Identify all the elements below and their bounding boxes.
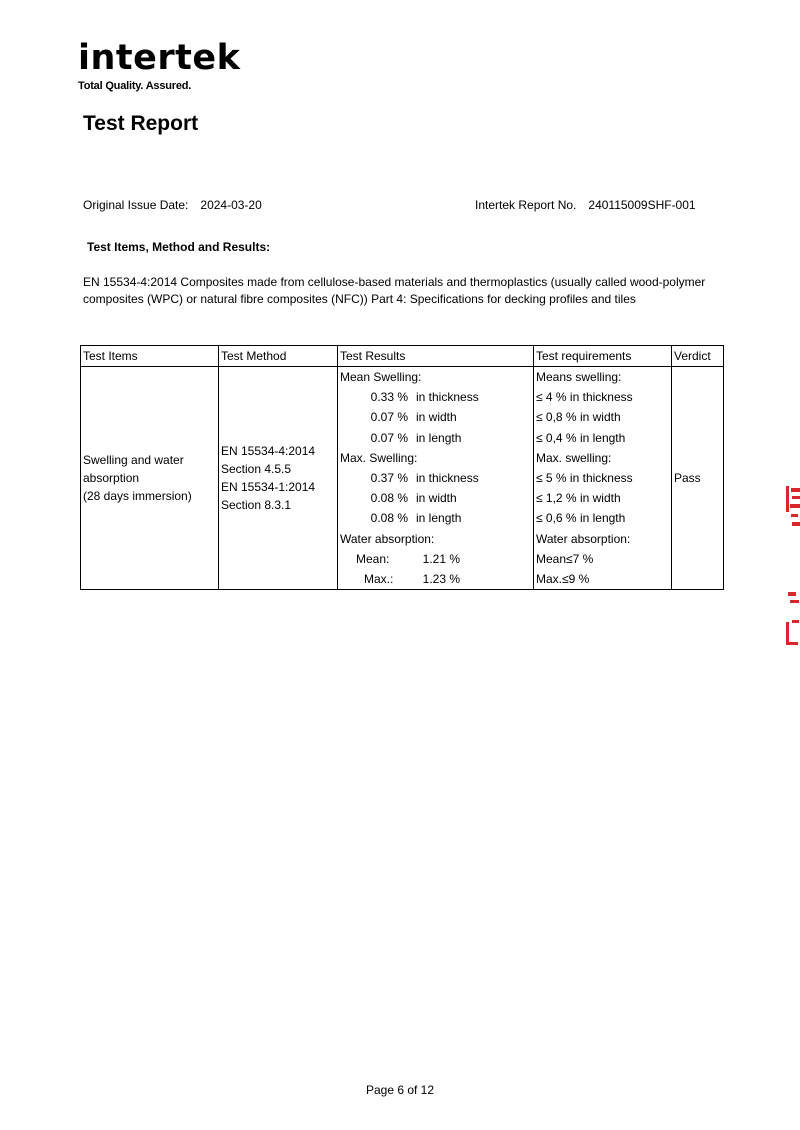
result-value: 0.08 %	[370, 511, 408, 526]
water-value: 1.21 %	[422, 551, 460, 566]
result-value: 0.37 %	[370, 470, 408, 485]
requirement-line: Mean≤7 %	[536, 551, 594, 566]
water-line	[340, 569, 531, 589]
water-value: 1.23 %	[422, 571, 460, 586]
test-item-line: (28 days immersion)	[83, 489, 192, 504]
report-number	[475, 198, 696, 212]
result-line	[340, 508, 531, 528]
report-number-value: 240115009SHF-001	[588, 198, 696, 212]
page-title: Test Report	[83, 112, 199, 135]
requirement-line: ≤ 5 % in thickness	[536, 470, 633, 485]
result-value: 0.33 %	[370, 390, 408, 405]
header-test-items: Test Items	[81, 346, 219, 367]
result-value: 0.07 %	[370, 430, 408, 445]
intertek-logo	[78, 38, 240, 92]
max-swelling-heading: Max. Swelling:	[340, 450, 418, 465]
result-line	[340, 488, 531, 508]
result-line	[340, 468, 531, 488]
result-label: in thickness	[416, 390, 479, 405]
result-label: in width	[416, 410, 457, 425]
water-line	[340, 549, 531, 569]
result-line	[340, 428, 531, 448]
header-test-method: Test Method	[219, 346, 338, 367]
method-line: Section 4.5.5	[221, 462, 292, 477]
test-method-cell	[219, 367, 338, 590]
header-test-requirements: Test requirements	[534, 346, 672, 367]
logo-tagline: Total Quality. Assured.	[78, 80, 192, 92]
requirement-line: ≤ 0,8 % in width	[536, 410, 621, 425]
page-number: Page 6 of 12	[365, 1083, 435, 1097]
test-item-cell	[81, 367, 219, 590]
result-label: in width	[416, 491, 457, 506]
table-header-row	[81, 346, 724, 367]
requirement-line: Max. swelling:	[536, 450, 612, 465]
result-line	[340, 387, 531, 407]
issue-date	[83, 198, 262, 212]
requirement-line: ≤ 1,2 % in width	[536, 491, 621, 506]
method-line: Section 8.3.1	[221, 498, 292, 513]
requirement-line: ≤ 0,4 % in length	[536, 430, 626, 445]
logo-wordmark: intertek	[78, 38, 241, 78]
requirement-line: ≤ 0,6 % in length	[536, 511, 626, 526]
requirement-line: Max.≤9 %	[536, 571, 590, 586]
result-label: in length	[416, 430, 462, 445]
test-results-cell	[338, 367, 534, 590]
verdict-cell: Pass	[672, 367, 724, 590]
issue-date-value: 2024-03-20	[200, 198, 262, 212]
water-absorption-heading: Water absorption:	[340, 531, 435, 546]
requirement-line: Water absorption:	[536, 531, 631, 546]
issue-date-label: Original Issue Date:	[83, 198, 189, 212]
test-item-line: absorption	[83, 471, 140, 486]
result-value: 0.08 %	[370, 491, 408, 506]
section-heading: Test Items, Method and Results:	[87, 240, 271, 254]
requirement-line: ≤ 4 % in thickness	[536, 390, 633, 405]
result-label: in length	[416, 511, 462, 526]
method-line: EN 15534-1:2014	[221, 480, 316, 495]
result-line	[340, 407, 531, 427]
test-requirements-cell	[534, 367, 672, 590]
mean-swelling-heading: Mean Swelling:	[340, 370, 422, 384]
test-item-line: Swelling and water	[83, 453, 184, 468]
seal-stamp-fragment	[784, 482, 800, 650]
result-value: 0.07 %	[370, 410, 408, 425]
water-label: Max.:	[364, 571, 394, 586]
requirement-line: Means swelling:	[536, 370, 622, 384]
standard-description: EN 15534-4:2014 Composites made from cellulose-based materials and thermoplastics (usually called wood-polymer composites (WPC) or natural fibre composites (NFC)) Part 4: Specifications for decking profiles and tiles	[83, 275, 706, 306]
water-label: Mean:	[356, 551, 390, 566]
header-test-results: Test Results	[338, 346, 534, 367]
results-table	[80, 345, 724, 590]
result-label: in thickness	[416, 470, 479, 485]
header-verdict: Verdict	[672, 346, 724, 367]
table-row	[81, 367, 724, 590]
report-number-label: Intertek Report No.	[475, 198, 577, 212]
method-line: EN 15534-4:2014	[221, 444, 316, 459]
